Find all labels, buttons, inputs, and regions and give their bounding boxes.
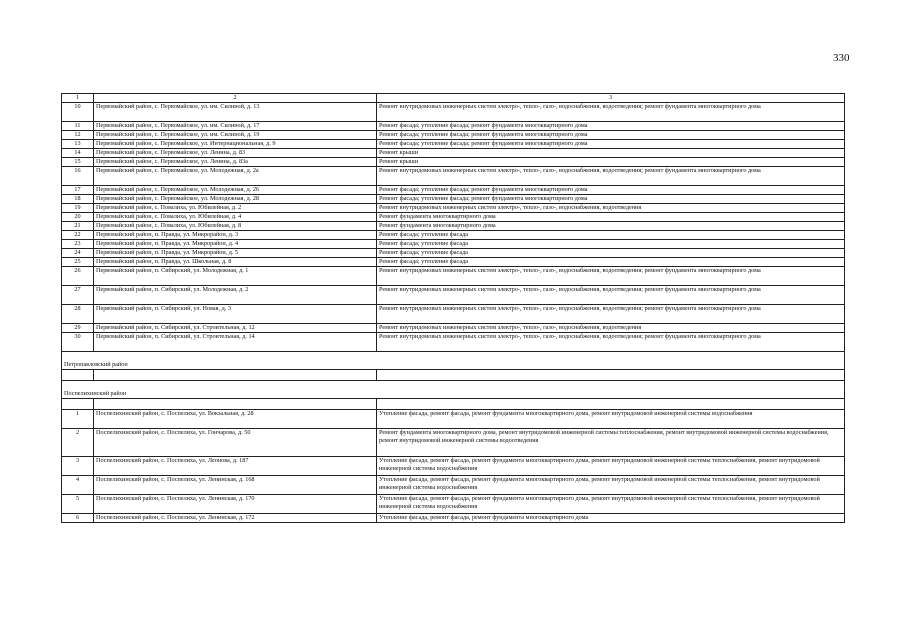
row-number: 25: [62, 258, 94, 267]
row-address: Поспелихинский район, с. Поспелиха, ул. Ленинская, д. 172: [94, 514, 377, 523]
row-address: Первомайский район, п. Правда, ул. Школьная, д. 8: [94, 258, 377, 267]
row-address: Первомайский район, с. Первомайское, ул. им. Силиной, д. 17: [94, 122, 377, 131]
row-number: 19: [62, 204, 94, 213]
row-number: 1: [62, 410, 94, 429]
table-row: [62, 186, 845, 195]
page-number: 330: [833, 52, 850, 64]
header-col-3: 3: [377, 94, 845, 103]
table-row: [62, 167, 845, 186]
row-number: 6: [62, 514, 94, 523]
row-number: 11: [62, 122, 94, 131]
row-address: Первомайский район, с. Первомайское, ул. Молодежная, д. 28: [94, 195, 377, 204]
row-number: 2: [62, 429, 94, 457]
row-number: 28: [62, 305, 94, 324]
row-work-type: Ремонт фасада; утепление фасада: [377, 231, 845, 240]
row-address: Первомайский район, п. Правда, ул. Микрорайон, д. 4: [94, 240, 377, 249]
empty-cell: [62, 399, 94, 410]
empty-cell: [94, 399, 377, 410]
table-row: [62, 249, 845, 258]
table-row: [62, 457, 845, 476]
row-work-type: Ремонт фундамента многоквартирного дома: [377, 213, 845, 222]
row-number: 17: [62, 186, 94, 195]
row-address: Первомайский район, с. Первомайское, ул. Молодежная, д. 26: [94, 186, 377, 195]
repair-program-table: [61, 93, 845, 523]
row-work-type: Утепление фасада, ремонт фасада, ремонт фундамента многоквартирного дома: [377, 514, 845, 523]
empty-cell: [62, 370, 94, 381]
header-col-2: 2: [94, 94, 377, 103]
row-number: 20: [62, 213, 94, 222]
row-work-type: Ремонт внутридомовых инженерных систем электро-, тепло-, газо-, водоснабжения, водоотведения; ремонт фундамента многоквартирного дома: [377, 333, 845, 352]
row-work-type: Ремонт крыши: [377, 149, 845, 158]
section-petropavlovsky: [62, 352, 845, 370]
row-address: Первомайский район, с. Первомайское, ул. Молодежная, д. 2а: [94, 167, 377, 186]
row-number: 29: [62, 324, 94, 333]
table-row: [62, 286, 845, 305]
table-row: [62, 429, 845, 457]
section-title: Петропавловский район: [62, 352, 845, 370]
row-address: Первомайский район, с. Первомайское, ул. Интернациональная, д. 9: [94, 140, 377, 149]
table-row: [62, 158, 845, 167]
empty-cell: [94, 370, 377, 381]
row-work-type: Ремонт фасада; утепление фасада; ремонт фундамента многоквартирного дома: [377, 131, 845, 140]
row-address: Поспелихинский район, с. Поспелиха, ул. Ленинская, д. 170: [94, 495, 377, 514]
row-number: 23: [62, 240, 94, 249]
row-work-type: Ремонт внутридомовых инженерных систем электро-, тепло-, газо-, водоснабжения, водоотведения; ремонт фундамента многоквартирного дома: [377, 267, 845, 286]
table-row: [62, 514, 845, 523]
row-work-type: Ремонт фасада; утепление фасада; ремонт фундамента многоквартирного дома: [377, 122, 845, 131]
column-number-header: [62, 94, 845, 103]
row-address: Первомайский район, п. Сибирский, ул. Молодежная, д. 1: [94, 267, 377, 286]
row-address: Первомайский район, с. Повалиха, ул. Юбилейная, д. 8: [94, 222, 377, 231]
row-work-type: Ремонт внутридомовых инженерных систем электро-, тепло-, газо-, водоснабжения, водоотведения; ремонт фундамента многоквартирного дома: [377, 167, 845, 186]
row-work-type: Ремонт внутридомовых инженерных систем электро-, тепло-, газо-, водоснабжения, водоотведения: [377, 204, 845, 213]
section-pospelikhinsky: [62, 381, 845, 399]
row-address: Первомайский район, п. Сибирский, ул. Строительная, д. 14: [94, 333, 377, 352]
table-row: [62, 213, 845, 222]
row-number: 13: [62, 140, 94, 149]
table-row: [62, 222, 845, 231]
row-work-type: Утепление фасада, ремонт фасада, ремонт фундамента многоквартирного дома, ремонт внутридомовой инженерной системы теплоснабжения, ремонт внутридомовой инженерной системы водоснабжения: [377, 457, 845, 476]
row-address: Первомайский район, п. Правда, ул. Микрорайон, д. 3: [94, 231, 377, 240]
row-address: Первомайский район, с. Первомайское, ул. Ленина, д. 83а: [94, 158, 377, 167]
row-number: 30: [62, 333, 94, 352]
row-address: Поспелихинский район, с. Поспелиха, ул. Вокзальная, д. 28: [94, 410, 377, 429]
table-row: [62, 324, 845, 333]
empty-row: [62, 370, 845, 381]
row-work-type: Ремонт фасада; утепление фасада; ремонт фундамента многоквартирного дома: [377, 186, 845, 195]
row-number: 15: [62, 158, 94, 167]
table-row: [62, 267, 845, 286]
table-row: [62, 476, 845, 495]
row-work-type: Ремонт внутридомовых инженерных систем электро-, тепло-, газо-, водоснабжения, водоотведения: [377, 324, 845, 333]
row-number: 18: [62, 195, 94, 204]
table-row: [62, 258, 845, 267]
row-number: 10: [62, 103, 94, 122]
row-work-type: Утепление фасада, ремонт фасада, ремонт фундамента многоквартирного дома, ремонт внутридомовой инженерной системы теплоснабжения, ремонт внутридомовой инженерной системы водоснабжения: [377, 495, 845, 514]
row-address: Первомайский район, с. Повалиха, ул. Юбилейная, д. 4: [94, 213, 377, 222]
table-row: [62, 410, 845, 429]
row-address: Поспелихинский район, с. Поспелиха, ул. Ленинская, д. 168: [94, 476, 377, 495]
row-work-type: Ремонт фасада; утепление фасада: [377, 258, 845, 267]
table-row: [62, 122, 845, 131]
table-row: [62, 149, 845, 158]
row-address: Поспелихинский район, с. Поспелиха, ул. Леонова, д. 187: [94, 457, 377, 476]
table-row: [62, 195, 845, 204]
row-work-type: Утепление фасада, ремонт фасада, ремонт фундамента многоквартирного дома, ремонт внутридомовой инженерной системы водоснабжения: [377, 410, 845, 429]
row-address: Первомайский район, п. Сибирский, ул. Строительная, д. 12: [94, 324, 377, 333]
table-row: [62, 495, 845, 514]
row-address: Первомайский район, с. Первомайское, ул. Ленина, д. 83: [94, 149, 377, 158]
row-work-type: Ремонт фасада; утепление фасада: [377, 249, 845, 258]
row-work-type: Ремонт фасада; утепление фасада; ремонт фундамента многоквартирного дома: [377, 140, 845, 149]
row-number: 26: [62, 267, 94, 286]
row-work-type: Утепление фасада, ремонт фасада, ремонт фундамента многоквартирного дома, ремонт внутридомовой инженерной системы теплоснабжения, ремонт внутридомовой инженерной системы водоснабжения: [377, 476, 845, 495]
header-col-1: 1: [62, 94, 94, 103]
row-work-type: Ремонт внутридомовых инженерных систем электро-, тепло-, газо-, водоснабжения, водоотведения; ремонт фундамента многоквартирного дома: [377, 305, 845, 324]
row-address: Первомайский район, п. Сибирский, ул. Новая, д. 3: [94, 305, 377, 324]
table-row: [62, 140, 845, 149]
row-work-type: Ремонт фасада; утепление фасада; ремонт фундамента многоквартирного дома: [377, 195, 845, 204]
row-address: Первомайский район, п. Сибирский, ул. Молодежная, д. 2: [94, 286, 377, 305]
empty-cell: [377, 370, 845, 381]
row-number: 3: [62, 457, 94, 476]
table-row: [62, 305, 845, 324]
row-address: Поспелихинский район, с. Поспелиха, ул. Гончарова, д. 50: [94, 429, 377, 457]
table-row: [62, 240, 845, 249]
table-row: [62, 231, 845, 240]
row-number: 12: [62, 131, 94, 140]
table-row: [62, 333, 845, 352]
table-row: [62, 131, 845, 140]
empty-row: [62, 399, 845, 410]
row-number: 5: [62, 495, 94, 514]
row-number: 4: [62, 476, 94, 495]
row-address: Первомайский район, с. Первомайское, ул. им. Силиной, д. 19: [94, 131, 377, 140]
row-number: 22: [62, 231, 94, 240]
row-number: 27: [62, 286, 94, 305]
row-work-type: Ремонт фундамента многоквартирного дома, ремонт внутридомовой инженерной системы теплоснабжения, ремонт внутридомовой инженерной системы водоснабжения, ремонт внутридомовой инженерной системы водоотведения: [377, 429, 845, 457]
row-address: Первомайский район, с. Повалиха, ул. Юбилейная, д. 2: [94, 204, 377, 213]
row-work-type: Ремонт фасада; утепление фасада: [377, 240, 845, 249]
row-number: 21: [62, 222, 94, 231]
row-address: Первомайский район, п. Правда, ул. Микрорайон, д. 5: [94, 249, 377, 258]
row-work-type: Ремонт внутридомовых инженерных систем электро-, тепло-, газо-, водоснабжения, водоотведения; ремонт фундамента многоквартирного дома: [377, 103, 845, 122]
row-number: 24: [62, 249, 94, 258]
table-row: [62, 103, 845, 122]
row-number: 14: [62, 149, 94, 158]
row-address: Первомайский район, с. Первомайское, ул. им. Силиной, д. 13: [94, 103, 377, 122]
row-work-type: Ремонт фундамента многоквартирного дома: [377, 222, 845, 231]
row-work-type: Ремонт внутридомовых инженерных систем электро-, тепло-, газо-, водоснабжения, водоотведения; ремонт фундамента многоквартирного дома: [377, 286, 845, 305]
table-row: [62, 204, 845, 213]
row-work-type: Ремонт крыши: [377, 158, 845, 167]
section-title: Поспелихинский район: [62, 381, 845, 399]
empty-cell: [377, 399, 845, 410]
row-number: 16: [62, 167, 94, 186]
